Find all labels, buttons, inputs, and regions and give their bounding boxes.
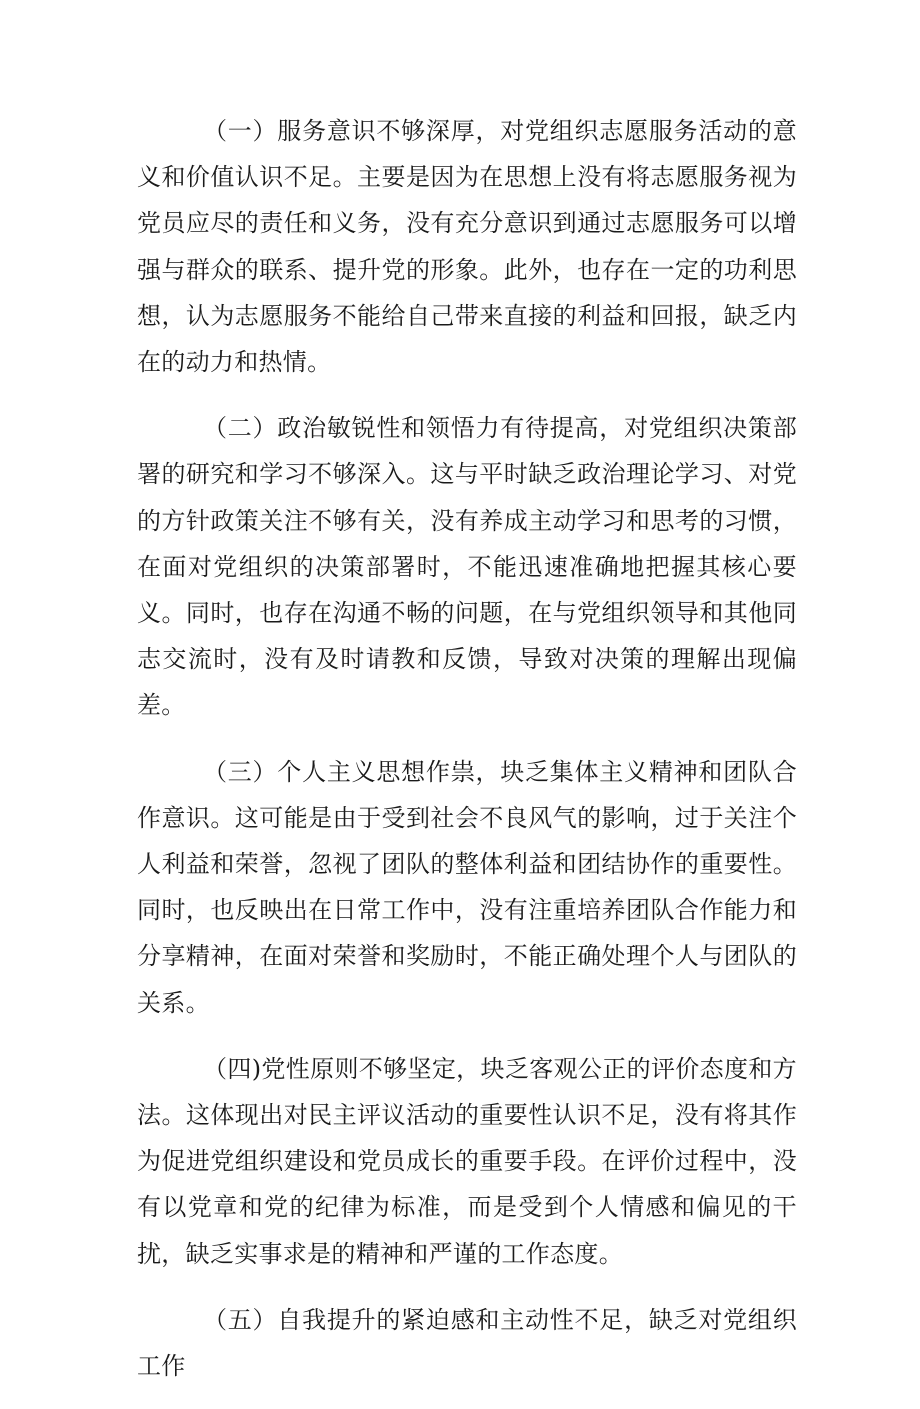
- paragraph-4: （四)党性原则不够坚定，块乏客观公正的评价态度和方法。这体现出对民主评议活动的重要性认识不足，没有将其作为促进党组织建设和党员成长的重要手段。在评价过程中，没有以党章和党的纪律为标准，而是受到个人情感和偏见的干扰，缺乏实事求是的精神和严谨的工作态度。: [137, 1054, 797, 1268]
- paragraph-3: （三）个人主义思想作祟，块乏集体主义精神和团队合作意识。这可能是由于受到社会不良风气的影响，过于关注个人利益和荣誉，忽视了团队的整体利益和团结协作的重要性。同时，也反映出在日常工作中，没有注重培养团队合作能力和分享精神，在面对荣誉和奖励时，不能正确处理个人与团队的关系。: [137, 757, 797, 1017]
- paragraph-2: （二）政治敏锐性和领悟力有待提高，对党组织决策部署的研究和学习不够深入。这与平时缺乏政治理论学习、对党的方针政策关注不够有关，没有养成主动学习和思考的习惯，在面对党组织的决策部署时，不能迅速准确地把握其核心要义。同时，也存在沟通不畅的问题，在与党组织领导和其他同志交流时，没有及时请教和反馈，导致对决策的理解出现偏差。: [137, 414, 797, 720]
- document-body: [137, 108, 797, 1409]
- paragraph-5: （五）自我提升的紧迫感和主动性不足，缺乏对党组织工作: [137, 1305, 797, 1381]
- paragraph-1: （一）服务意识不够深厚，对党组织志愿服务活动的意义和价值认识不足。主要是因为在思想上没有将志愿服务视为党员应尽的责任和义务，没有充分意识到通过志愿服务可以增强与群众的联系、提升党的形象。此外，也存在一定的功利思想，认为志愿服务不能给自己带来直接的利益和回报，缺乏内在的动力和热情。: [137, 117, 797, 377]
